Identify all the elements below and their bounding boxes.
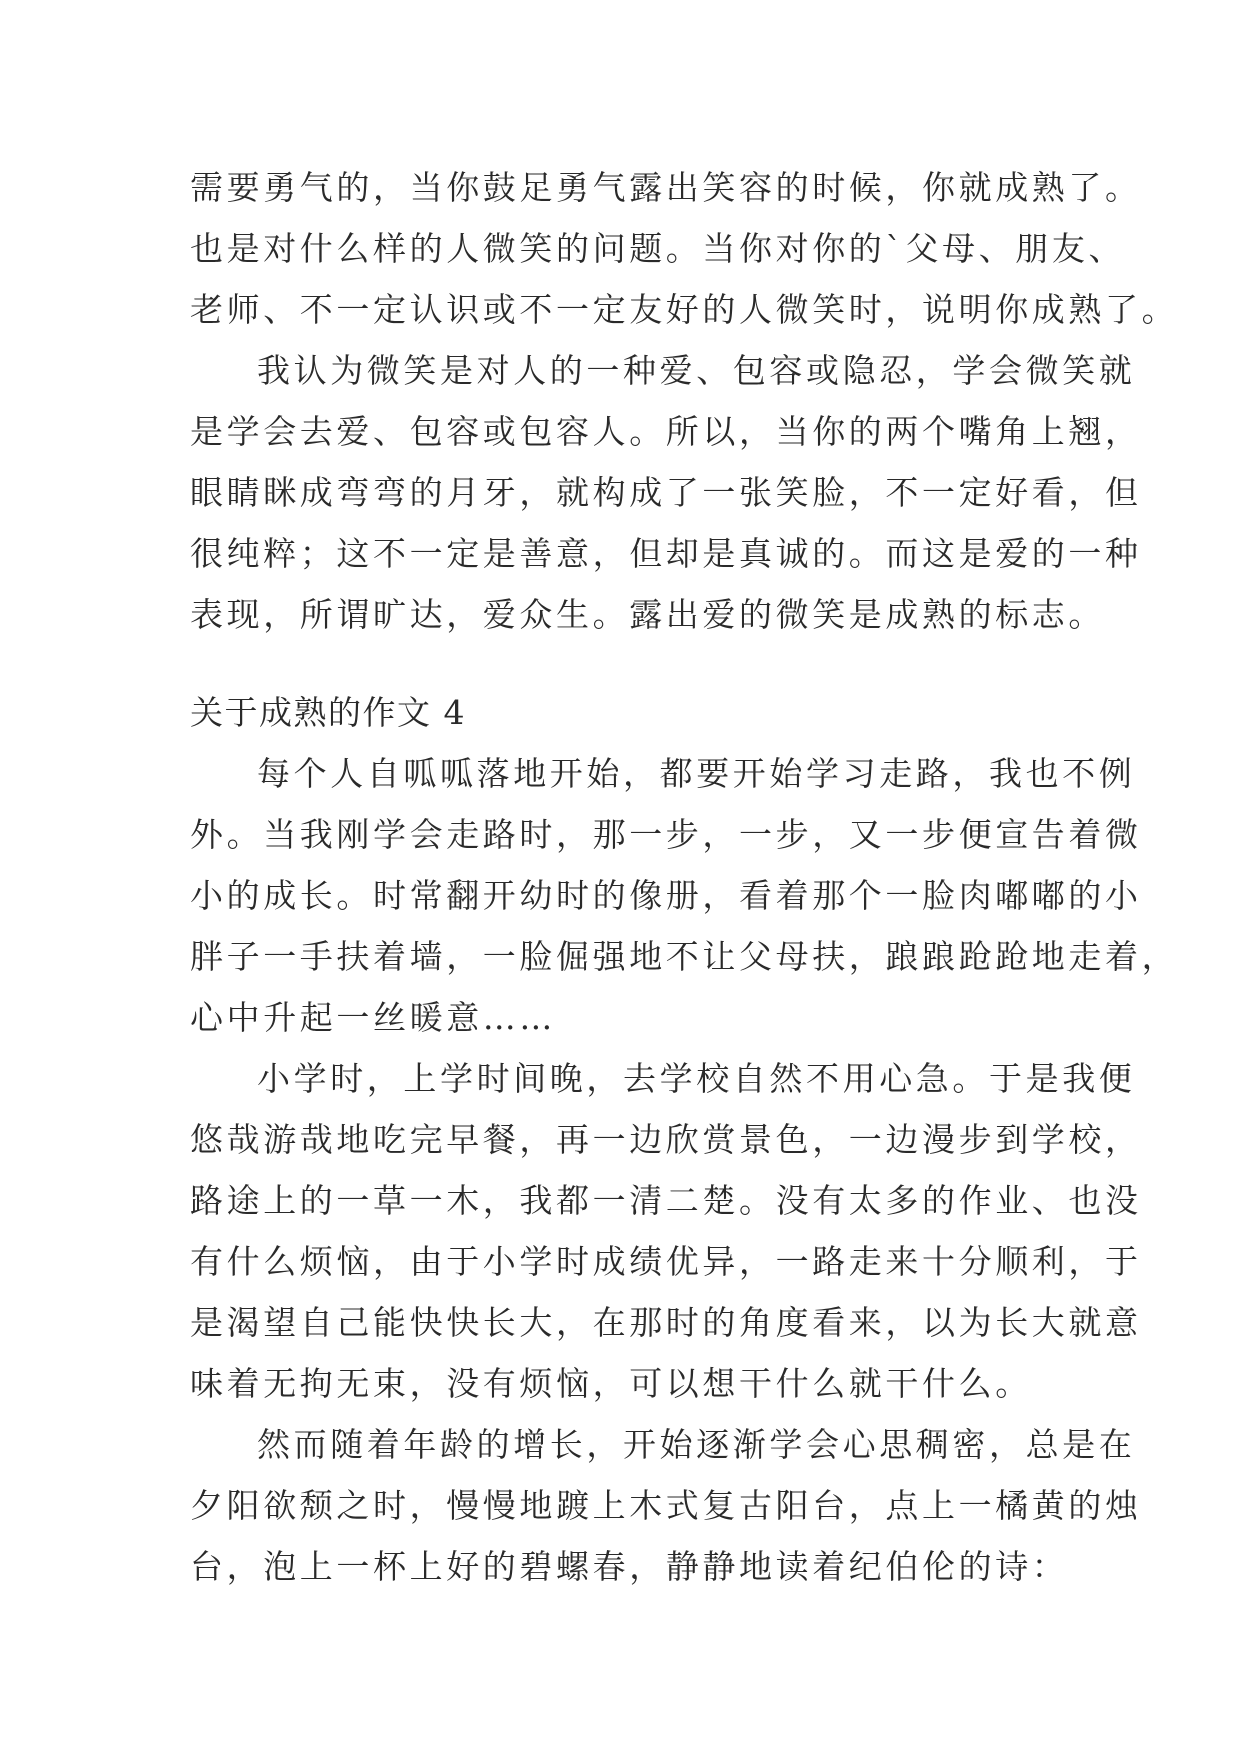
text-line: 是学会去爱、包容或包容人。所以，当你的两个嘴角上翘， bbox=[190, 412, 1142, 451]
paragraph-first-line: 小学时，上学时间晚，去学校自然不用心急。于是我便 bbox=[257, 1059, 1136, 1098]
text-line: 很纯粹；这不一定是善意，但却是真诚的。而这是爱的一种 bbox=[190, 534, 1142, 573]
text-line: 需要勇气的，当你鼓足勇气露出笑容的时候，你就成熟了。 bbox=[190, 168, 1142, 207]
text-line: 心中升起一丝暖意…… bbox=[190, 998, 556, 1037]
text-line: 也是对什么样的人微笑的问题。当你对你的`父母、朋友、 bbox=[190, 229, 1126, 268]
text-line: 小的成长。时常翻开幼时的像册，看着那个一脸肉嘟嘟的小 bbox=[190, 876, 1142, 915]
paragraph-first-line: 然而随着年龄的增长，开始逐渐学会心思稠密，总是在 bbox=[257, 1425, 1136, 1464]
paragraph-first-line: 每个人自呱呱落地开始，都要开始学习走路，我也不例 bbox=[257, 754, 1136, 793]
paragraph-first-line: 我认为微笑是对人的一种爱、包容或隐忍，学会微笑就 bbox=[257, 351, 1136, 390]
text-line: 胖子一手扶着墙，一脸倔强地不让父母扶，踉踉跄跄地走着， bbox=[190, 937, 1179, 976]
section-heading: 关于成熟的作文 4 bbox=[190, 693, 466, 732]
text-line: 眼睛眯成弯弯的月牙，就构成了一张笑脸，不一定好看，但 bbox=[190, 473, 1142, 512]
text-line: 路途上的一草一木，我都一清二楚。没有太多的作业、也没 bbox=[190, 1181, 1142, 1220]
text-line: 台，泡上一杯上好的碧螺春，静静地读着纪伯伦的诗： bbox=[190, 1547, 1069, 1586]
text-line: 表现，所谓旷达，爱众生。露出爱的微笑是成熟的标志。 bbox=[190, 595, 1105, 634]
text-line: 夕阳欲颓之时，慢慢地踱上木式复古阳台，点上一橘黄的烛 bbox=[190, 1486, 1142, 1525]
text-line: 老师、不一定认识或不一定友好的人微笑时，说明你成熟了。 bbox=[190, 290, 1179, 329]
text-line: 外。当我刚学会走路时，那一步，一步，又一步便宣告着微 bbox=[190, 815, 1142, 854]
text-line: 是渴望自己能快快长大，在那时的角度看来，以为长大就意 bbox=[190, 1303, 1142, 1342]
text-line: 悠哉游哉地吃完早餐，再一边欣赏景色，一边漫步到学校， bbox=[190, 1120, 1142, 1159]
text-line: 味着无拘无束，没有烦恼，可以想干什么就干什么。 bbox=[190, 1364, 1032, 1403]
text-line: 有什么烦恼，由于小学时成绩优异，一路走来十分顺利，于 bbox=[190, 1242, 1142, 1281]
